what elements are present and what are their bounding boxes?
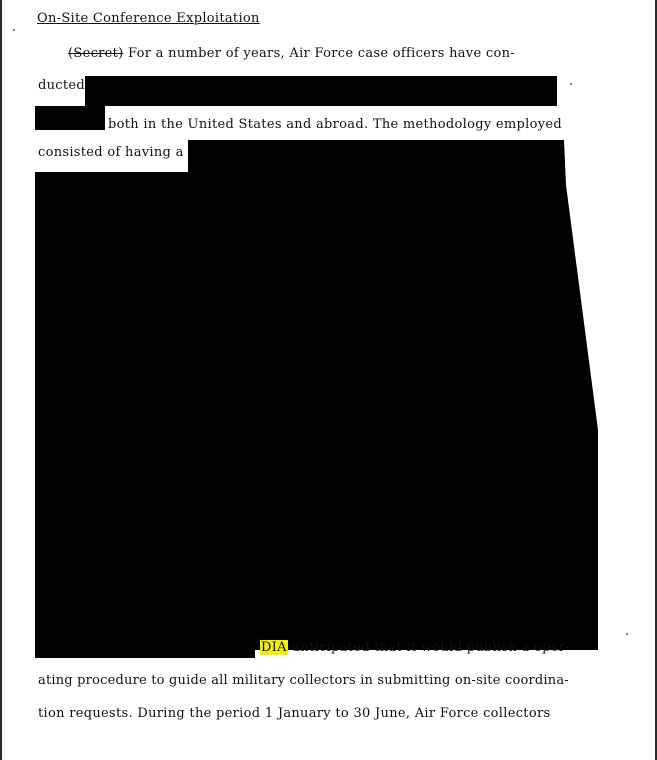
para1-line3: both in the United States and abroad. The methodology employed (108, 117, 562, 132)
para1-line2: ducted (38, 78, 86, 93)
highlighted-term: DIA (261, 640, 287, 655)
section-heading: On-Site Conference Exploitation (37, 11, 260, 26)
para1-line1-text: For a number of years, Air Force case officers have con- (123, 46, 515, 61)
para1-line4: consisted of having a (38, 145, 184, 160)
scan-speck (570, 83, 572, 85)
para2-line1 (260, 640, 570, 656)
para2-line3: tion requests. During the period 1 January to 30 June, Air Force collectors (38, 706, 551, 721)
para2-line1-text: anticipated that it would publish a oper- (287, 640, 570, 655)
para2-line2: ating procedure to guide all military collectors in submitting on-site coordina- (38, 673, 569, 688)
scan-speck (626, 633, 628, 635)
classification-marking: (Secret) (68, 46, 124, 61)
scan-speck (13, 29, 15, 31)
